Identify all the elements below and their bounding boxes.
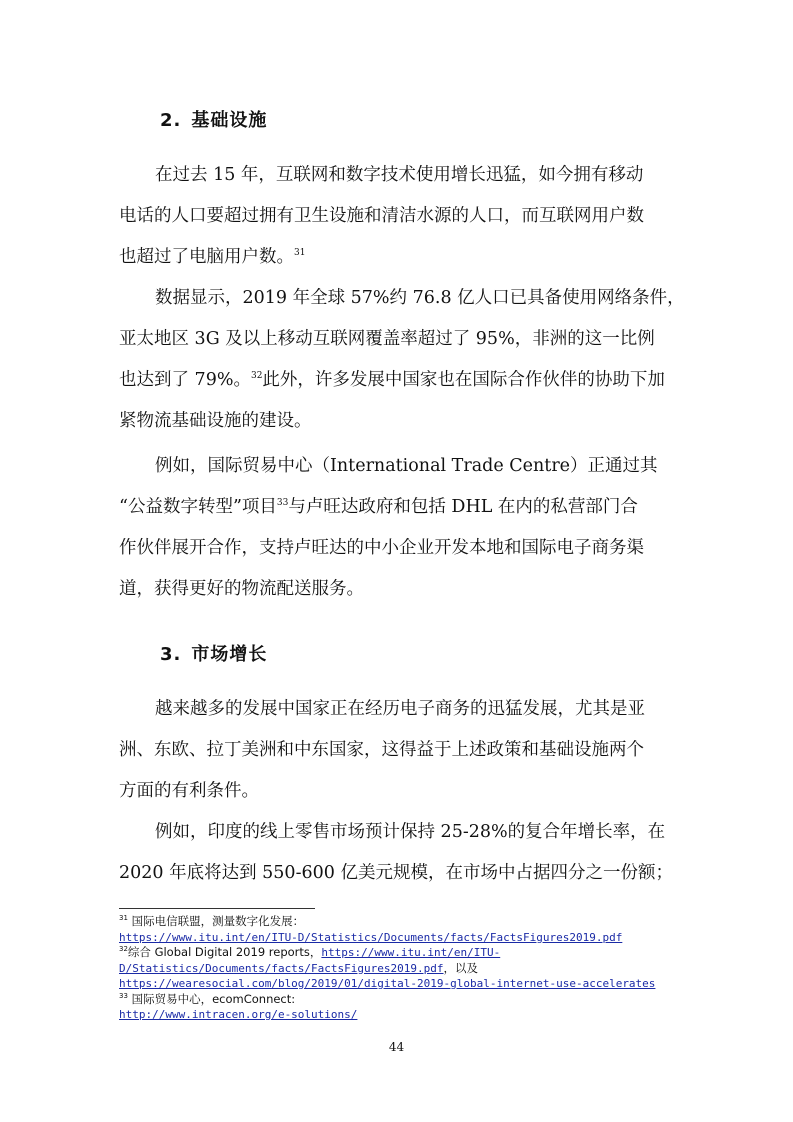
footnote-32-link-itu-cont[interactable]: D/Statistics/Documents/facts/FactsFigures2019.pdf bbox=[119, 961, 444, 975]
footnotes bbox=[119, 914, 679, 1023]
text-line bbox=[119, 487, 675, 528]
text-line: 紧物流基础设施的建设。 bbox=[119, 411, 312, 431]
footnote-33-link[interactable]: http://www.intracen.org/e-solutions/ bbox=[119, 1008, 358, 1021]
footnote-31-link-line bbox=[119, 930, 679, 946]
footnote-ref-33[interactable]: 33 bbox=[276, 498, 289, 508]
text-line: 作伙伴展开合作，支持卢旺达的中小企业开发本地和国际电子商务渠 bbox=[119, 538, 644, 558]
footnote-33-link-line bbox=[119, 1007, 679, 1023]
footnote-ref-31[interactable]: 31 bbox=[294, 248, 306, 258]
text-line: 方面的有利条件。 bbox=[119, 781, 259, 801]
page-number: 44 bbox=[388, 1040, 405, 1054]
footnote-32-link-wearesocial[interactable]: https://wearesocial.com/blog/2019/01/digital-2019-global-internet-use-accelerates bbox=[119, 977, 656, 990]
footnote-mark: 31 bbox=[119, 914, 128, 922]
text-fragment: 也超过了电脑用户数。 bbox=[119, 247, 294, 267]
text-line bbox=[119, 237, 675, 278]
section-3-title: 市场增长 bbox=[191, 644, 268, 665]
footnote-text: 综合 Global Digital 2019 reports， bbox=[127, 945, 322, 959]
text-line: 洲、东欧、拉丁美洲和中东国家，这得益于上述政策和基础设施两个 bbox=[119, 740, 644, 760]
text-line: 亚太地区 3G 及以上移动互联网覆盖率超过了 95%，非洲的这一比例 bbox=[119, 329, 655, 349]
text-fragment: 与卢旺达政府和包括 DHL 在内的私营部门合 bbox=[288, 497, 638, 517]
text-line: 电话的人口要超过拥有卫生设施和清洁水源的人口，而互联网用户数 bbox=[119, 206, 644, 226]
footnote-mark: 33 bbox=[119, 991, 128, 1000]
footnote-32 bbox=[119, 945, 679, 961]
footnote-mark: 32 bbox=[119, 945, 128, 953]
footnote-text: 国际贸易中心，ecomConnect: bbox=[131, 991, 296, 1006]
section-3-heading bbox=[160, 640, 267, 666]
footnote-joiner: ，以及 bbox=[443, 960, 479, 975]
footnote-31 bbox=[119, 914, 679, 930]
footnote-31-link[interactable]: https://www.itu.int/en/ITU-D/Statistics/Documents/facts/FactsFigures2019.pdf bbox=[119, 930, 623, 944]
paragraph-india-example bbox=[119, 812, 675, 894]
footnote-32-link-itu[interactable]: https://www.itu.int/en/ITU- bbox=[321, 946, 501, 959]
section-2-title: 基础设施 bbox=[191, 110, 268, 131]
footnote-text: 国际电信联盟，测量数字化发展： bbox=[131, 914, 305, 928]
text-line: 道，获得更好的物流配送服务。 bbox=[119, 579, 364, 599]
text-fragment: “公益数字转型”项目 bbox=[119, 497, 277, 517]
footnote-divider bbox=[119, 908, 315, 909]
section-2-number: 2. bbox=[160, 110, 182, 131]
text-line: 越来越多的发展中国家正在经历电子商务的迅猛发展，尤其是亚 bbox=[155, 699, 645, 719]
footnote-32-cont bbox=[119, 961, 679, 977]
text-line: 2020 年底将达到 550-600 亿美元规模，在市场中占据四分之一份额； bbox=[119, 863, 673, 883]
paragraph-market-growth bbox=[119, 689, 675, 812]
footnote-33 bbox=[119, 992, 679, 1008]
paragraph-itc-example bbox=[119, 446, 675, 610]
section-3-number: 3. bbox=[160, 644, 182, 665]
text-line: 数据显示，2019 年全球 57%约 76.8 亿人口已具备使用网络条件， bbox=[155, 288, 685, 308]
text-line bbox=[119, 360, 675, 401]
text-line: 在过去 15 年，互联网和数字技术使用增长迅猛，如今拥有移动 bbox=[155, 165, 644, 185]
footnote-32-link2-line bbox=[119, 976, 679, 992]
paragraph-network-data bbox=[119, 278, 685, 442]
text-line: 例如，印度的线上零售市场预计保持 25-28%的复合年增长率，在 bbox=[155, 822, 666, 842]
footnote-ref-32[interactable]: 32 bbox=[250, 371, 263, 381]
section-2-heading bbox=[160, 106, 267, 132]
paragraph-internet-growth bbox=[119, 155, 675, 278]
text-fragment: 也达到了 79%。 bbox=[119, 370, 251, 390]
text-line: 例如，国际贸易中心（International Trade Centre）正通过其 bbox=[155, 456, 658, 476]
text-fragment: 此外，许多发展中国家也在国际合作伙伴的协助下加 bbox=[262, 370, 665, 390]
